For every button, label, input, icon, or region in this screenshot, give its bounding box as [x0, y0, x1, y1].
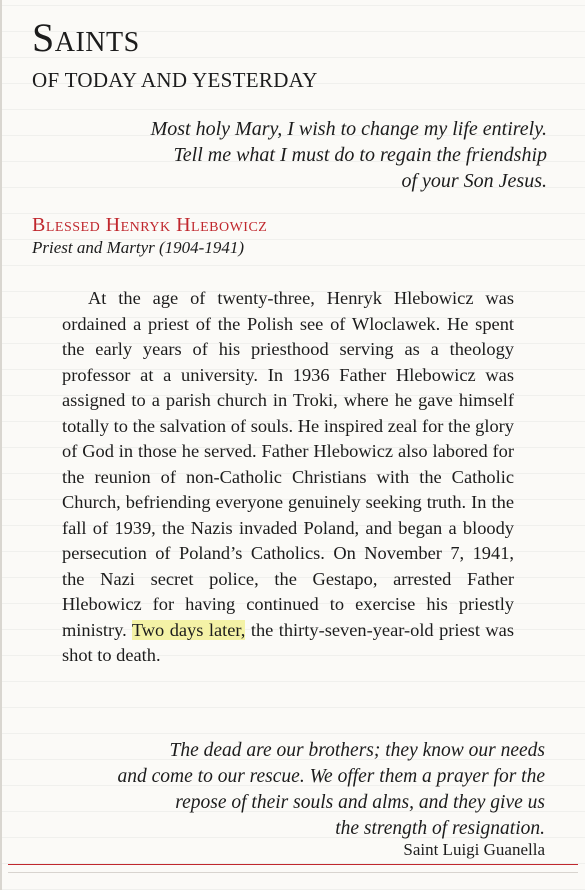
closing-quote: [25, 738, 545, 842]
closing-quote-line: repose of their souls and alms, and they give us: [175, 792, 545, 813]
closing-quote-line: the strength of resignation.: [335, 818, 545, 839]
opening-quote-line: of your Son Jesus.: [401, 170, 547, 192]
quote-attribution: Saint Luigi Guanella: [403, 840, 545, 859]
bottom-rule-secondary: [8, 872, 578, 873]
saint-role: Priest and Martyr (1904-1941): [32, 238, 245, 257]
biography-text: At the age of twenty-three, Henryk Hlebowicz was ordained a priest of the Polish see of Wloclawek. He spent the early years of his priesthood serving as a theology professor at a university. In 1936 Father Hlebowicz was assigned to a parish church in Troki, where he gave himself totally to the salvation of souls. He inspired zeal for the glory of God in those he served. Father Hlebowicz also labored for the reunion of non-Catholic Christians with the Catholic Church, befriending everyone genuinely seeking truth. In the fall of 1939, the Nazis invaded Poland, and began a bloody persecution of Poland’s Catholics. On November 7, 1941, the Nazi secret police, the Gestapo, arrested Father Hlebowicz for having continued to exercise his priestly ministry.: [62, 288, 514, 640]
biography-paragraph: [62, 286, 514, 669]
closing-quote-line: The dead are our brothers; they know our needs: [169, 740, 545, 761]
page-title: Saints: [32, 15, 140, 60]
highlighted-text: Two days later,: [131, 619, 246, 640]
page-subtitle: OF TODAY AND YESTERDAY: [32, 68, 318, 92]
bottom-rule: [8, 864, 578, 865]
biography-text-end: the thirty-seven-year-old priest was shot to death.: [62, 619, 514, 665]
closing-quote-line: and come to our rescue. We offer them a prayer for the: [117, 766, 545, 787]
opening-quote-line: Most holy Mary, I wish to change my life entirely.: [150, 118, 547, 140]
opening-quote: [77, 116, 547, 194]
opening-quote-line: Tell me what I must do to regain the friendship: [173, 144, 547, 166]
saint-name: Blessed Henryk Hlebowicz: [32, 214, 268, 236]
